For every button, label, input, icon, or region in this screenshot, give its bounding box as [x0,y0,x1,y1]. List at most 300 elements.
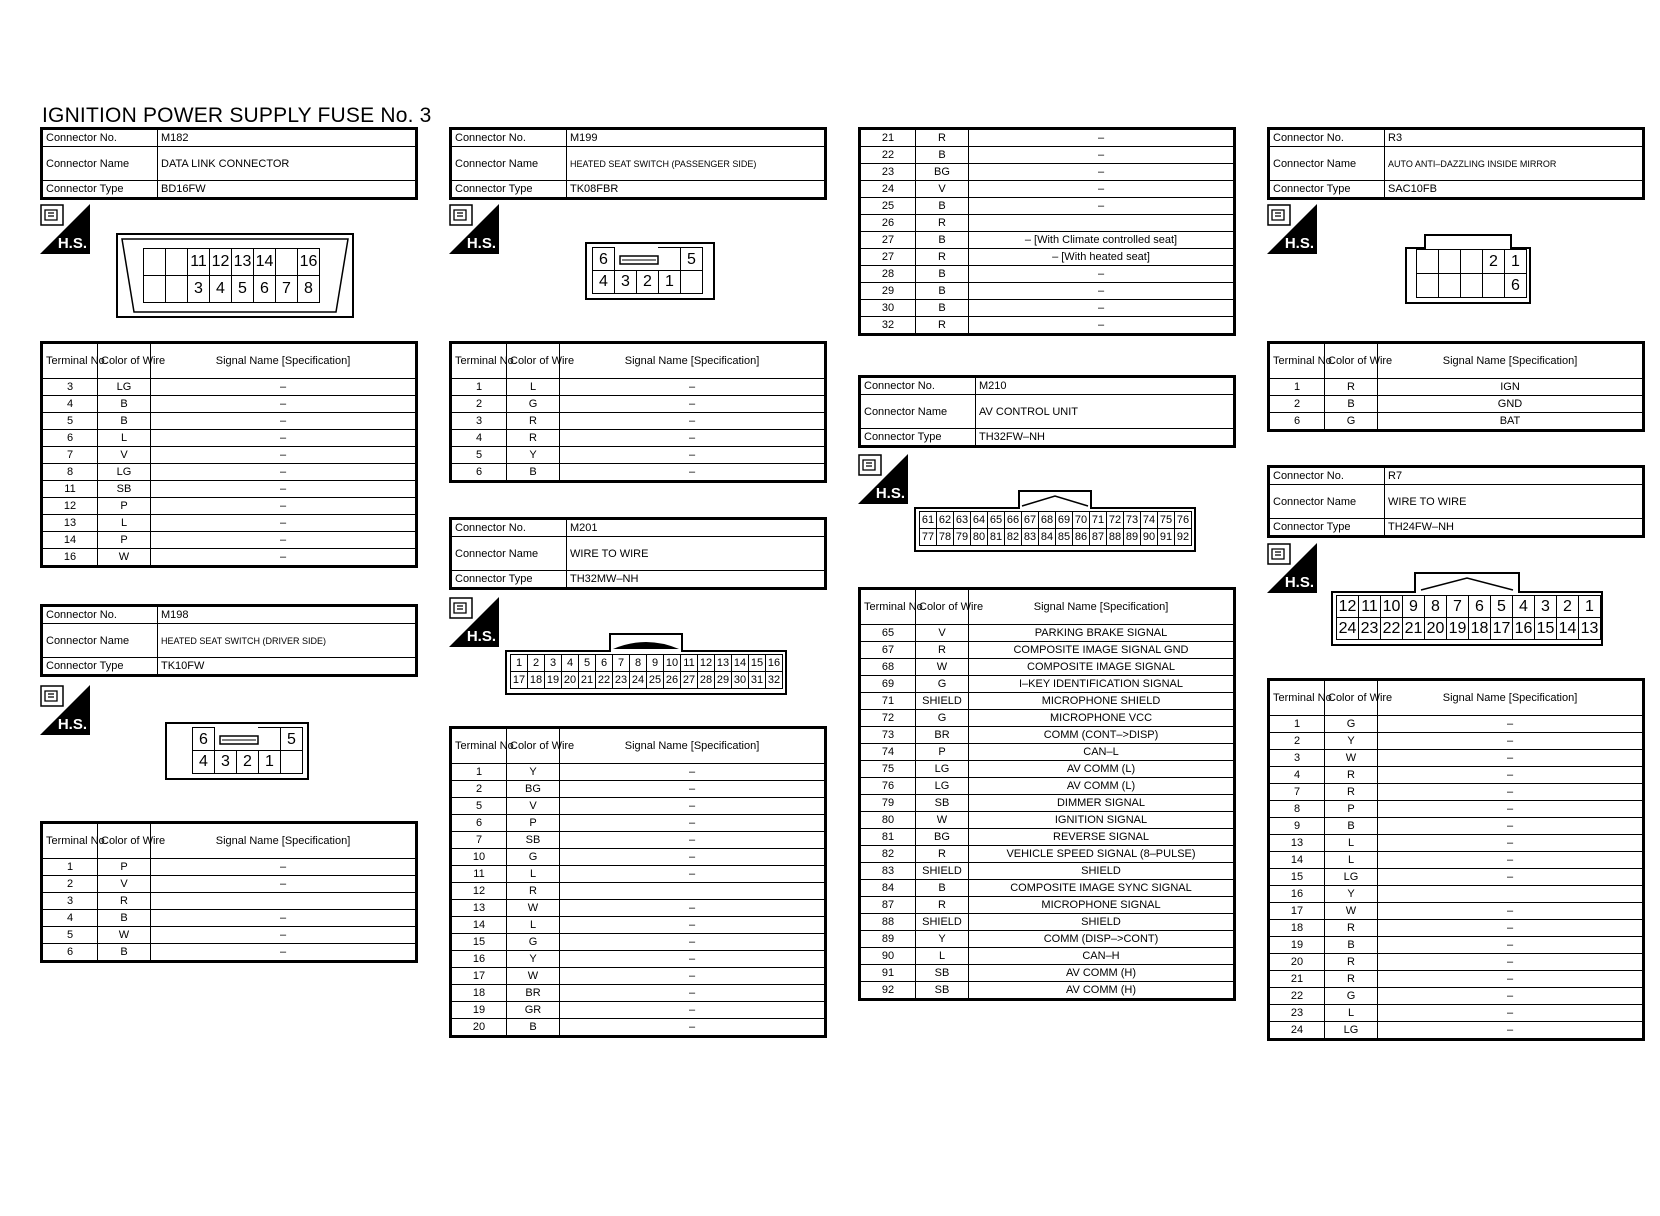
m210-terminal-table [858,587,1236,1001]
terminal-no-cell: 1 [451,764,507,781]
terminal-no-header: Terminal No. [451,728,507,764]
terminal-no-cell: 75 [860,761,916,778]
wire-color-cell: L [507,917,560,934]
connector-pin: 83 [1021,528,1039,546]
wire-color-cell: R [916,846,969,863]
connector-pin: 16 [297,248,320,276]
terminal-no-cell: 10 [451,849,507,866]
terminal-no-cell: 1 [1269,716,1325,733]
table-row [451,849,826,866]
m201-connector-face [505,633,787,695]
connector-pin: 68 [1038,511,1056,529]
connector-name-label: Connector Name [451,537,567,571]
wire-color-cell: G [507,849,560,866]
signal-name-cell: – [1378,818,1644,835]
connector-pin: 86 [1072,528,1090,546]
r3-pin-grid [1417,250,1527,298]
table-row [1269,971,1644,988]
harness-side-icon [449,597,499,647]
m198-pin-grid-bottom [193,751,303,774]
connector-pin: 9 [646,654,664,672]
table-row [451,985,826,1002]
terminal-no-header: Terminal No. [42,823,98,859]
signal-name-cell: – [1378,954,1644,971]
wire-color-cell: G [916,676,969,693]
wire-color-cell: L [1325,852,1378,869]
signal-name-cell: – [560,464,826,482]
signal-name-cell: – [560,815,826,832]
terminal-no-cell: 19 [451,1002,507,1019]
connector-pin: 81 [987,528,1005,546]
signal-name-cell: – [151,498,417,515]
color-of-wire-header: Color of Wire [1325,680,1378,716]
connector-no-value: M201 [567,519,826,537]
table-row [860,931,1235,948]
terminal-no-cell: 28 [860,266,916,283]
connector-pin: 11 [1358,595,1381,618]
terminal-no-cell: 92 [860,982,916,1000]
wire-color-cell: P [98,498,151,515]
wire-color-cell: B [507,464,560,482]
connector-pin: 66 [1004,511,1022,529]
signal-name-cell: – [560,413,826,430]
terminal-no-cell: 15 [451,934,507,951]
connector-no-label: Connector No. [42,129,158,147]
connector-pin: 4 [209,275,232,303]
wire-color-cell: SHIELD [916,914,969,931]
connector-pin: 88 [1106,528,1124,546]
signal-name-cell [969,215,1235,232]
signal-name-cell: – [560,1019,826,1037]
terminal-no-cell: 21 [1269,971,1325,988]
terminal-no-cell: 16 [42,549,98,567]
terminal-no-cell: 65 [860,625,916,642]
wire-color-cell: Y [1325,886,1378,903]
table-row [451,413,826,430]
connector-pin [1416,273,1439,298]
table-row [42,413,417,430]
signal-name-cell: – [151,379,417,396]
table-row [860,181,1235,198]
connector-pin [1438,273,1461,298]
wire-color-cell: G [1325,413,1378,431]
signal-name-cell: COMPOSITE IMAGE SIGNAL GND [969,642,1235,659]
table-row [860,727,1235,744]
wire-color-cell: W [507,900,560,917]
table-row [451,934,826,951]
terminal-no-cell: 11 [451,866,507,883]
wire-color-cell: W [916,812,969,829]
wire-color-cell: LG [916,761,969,778]
signal-name-cell: – [1378,869,1644,886]
terminal-no-cell: 6 [42,430,98,447]
table-row [860,829,1235,846]
terminal-no-cell: 2 [451,781,507,798]
connector-name-label: Connector Name [451,147,567,181]
connector-pin: 78 [936,528,954,546]
wire-color-cell: Y [507,951,560,968]
terminal-no-cell: 83 [860,863,916,880]
signal-name-cell: – [1378,1005,1644,1022]
wire-color-cell: R [1325,767,1378,784]
terminal-no-cell: 2 [451,396,507,413]
table-row [42,859,417,876]
terminal-no-cell: 72 [860,710,916,727]
connector-no-label: Connector No. [42,606,158,624]
connector-pin: 72 [1106,511,1124,529]
table-row [860,300,1235,317]
signal-name-cell: – [151,447,417,464]
terminal-no-cell: 4 [1269,767,1325,784]
signal-name-cell: – [1378,801,1644,818]
wire-color-cell: R [1325,379,1378,396]
harness-side-icon [858,454,908,504]
m199-pin-grid-bottom [593,271,703,294]
terminal-no-cell: 4 [42,396,98,413]
wire-color-cell: R [916,215,969,232]
terminal-no-cell: 14 [42,532,98,549]
connector-pin [1460,273,1483,298]
connector-pin: 20 [561,671,579,689]
connector-pin: 64 [970,511,988,529]
terminal-no-cell: 3 [42,379,98,396]
wire-color-cell: V [98,447,151,464]
wire-color-cell: Y [916,931,969,948]
wire-color-cell: R [916,642,969,659]
table-row [451,815,826,832]
table-row [451,900,826,917]
wire-color-cell: BG [507,781,560,798]
harness-side-icon [1267,543,1317,593]
r7-connector-info [1267,465,1645,538]
connector-name-value: WIRE TO WIRE [567,537,826,571]
table-row [860,965,1235,982]
wire-color-cell: B [98,910,151,927]
signal-name-cell: PARKING BRAKE SIGNAL [969,625,1235,642]
terminal-no-header: Terminal No. [42,343,98,379]
connector-pin: 7 [612,654,630,672]
wire-color-cell: LG [98,379,151,396]
connector-pin: 5 [231,275,254,303]
terminal-no-header: Terminal No. [451,343,507,379]
terminal-no-cell: 13 [451,900,507,917]
wire-color-cell: R [916,129,969,147]
table-row [1269,801,1644,818]
wire-color-cell: B [507,1019,560,1037]
terminal-no-cell: 5 [451,447,507,464]
connector-type-value: TH32MW–NH [567,571,826,589]
terminal-no-cell: 22 [1269,988,1325,1005]
connector-pin: 62 [936,511,954,529]
wire-color-cell: R [507,883,560,900]
signal-name-cell: – [151,532,417,549]
connector-pin [165,275,188,303]
connector-pin [1460,249,1483,274]
table-row [860,164,1235,181]
harness-side-icon [1267,204,1317,254]
connector-type-label: Connector Type [42,658,158,676]
signal-name-cell: CAN–H [969,948,1235,965]
signal-name-cell [1378,886,1644,903]
wire-color-cell: W [1325,750,1378,767]
signal-name-cell: SHIELD [969,863,1235,880]
terminal-no-cell: 7 [42,447,98,464]
connector-pin: 22 [595,671,613,689]
connector-type-value: SAC10FB [1385,181,1644,199]
connector-pin: 14 [253,248,276,276]
connector-pin: 91 [1157,528,1175,546]
terminal-no-cell: 19 [1269,937,1325,954]
signal-name-header: Signal Name [Specification] [151,823,417,859]
table-row [860,232,1235,249]
table-row [860,795,1235,812]
signal-name-cell [560,883,826,900]
connector-pin: 6 [595,654,613,672]
table-row [451,798,826,815]
terminal-no-cell: 22 [860,147,916,164]
connector-name-value: HEATED SEAT SWITCH (PASSENGER SIDE) [567,147,826,181]
table-row [860,642,1235,659]
table-row [1269,379,1644,396]
wire-color-cell: B [1325,937,1378,954]
connector-pin: 10 [1380,595,1403,618]
terminal-no-cell: 6 [451,464,507,482]
signal-name-cell: AV COMM (H) [969,982,1235,1000]
connector-no-label: Connector No. [451,129,567,147]
connector-pin: 17 [510,671,528,689]
signal-name-cell: – [151,464,417,481]
wire-color-cell: G [916,710,969,727]
signal-name-cell: AV COMM (L) [969,761,1235,778]
connector-pin: 2 [1556,595,1579,618]
wire-color-cell: BG [916,164,969,181]
connector-pin: 3 [214,750,237,774]
color-of-wire-header: Color of Wire [507,343,560,379]
table-row [451,379,826,396]
signal-name-cell: – [151,396,417,413]
table-row [451,430,826,447]
terminal-no-cell: 71 [860,693,916,710]
wire-color-cell: B [98,944,151,962]
connector-pin: 82 [1004,528,1022,546]
table-row [42,532,417,549]
signal-name-cell: COMPOSITE IMAGE SIGNAL [969,659,1235,676]
connector-pin: 11 [680,654,698,672]
signal-name-cell: REVERSE SIGNAL [969,829,1235,846]
table-row [42,379,417,396]
wire-color-cell: W [507,968,560,985]
connector-pin: 19 [544,671,562,689]
connector-pin: 16 [765,654,783,672]
terminal-no-cell: 15 [1269,869,1325,886]
color-of-wire-header: Color of Wire [916,589,969,625]
terminal-no-cell: 69 [860,676,916,693]
terminal-no-cell: 88 [860,914,916,931]
table-row [1269,869,1644,886]
wire-color-cell: SHIELD [916,863,969,880]
signal-name-cell: – [1378,988,1644,1005]
signal-name-cell: – [151,927,417,944]
connector-pin: 80 [970,528,988,546]
table-row [42,910,417,927]
connector-type-value: TH32FW–NH [976,429,1235,447]
connector-type-label: Connector Type [451,181,567,199]
connector-pin: 5 [680,247,703,272]
connector-pin: 30 [731,671,749,689]
wire-color-cell: BG [916,829,969,846]
signal-name-cell: – [151,430,417,447]
m210-pin-grid [920,512,1192,546]
wire-color-cell: B [916,198,969,215]
table-row [860,625,1235,642]
wire-color-cell: B [916,266,969,283]
signal-name-cell: – [560,985,826,1002]
connector-pin: 5 [280,727,303,752]
table-row [860,266,1235,283]
signal-name-cell: AV COMM (L) [969,778,1235,795]
terminal-no-cell: 7 [451,832,507,849]
terminal-no-cell: 3 [42,893,98,910]
connector-pin: 70 [1072,511,1090,529]
connector-pin: 90 [1140,528,1158,546]
m201-pin-grid [511,655,783,689]
wire-color-cell: B [916,300,969,317]
signal-name-header: Signal Name [Specification] [151,343,417,379]
terminal-no-cell: 2 [1269,396,1325,413]
terminal-no-cell: 3 [1269,750,1325,767]
wire-color-cell: R [1325,784,1378,801]
wire-color-cell: V [916,181,969,198]
color-of-wire-header: Color of Wire [98,823,151,859]
table-row [860,676,1235,693]
signal-name-cell: – [1378,767,1644,784]
connector-pin [275,248,298,276]
connector-no-value: M182 [158,129,417,147]
signal-name-cell: – [With Climate controlled seat] [969,232,1235,249]
connector-name-value: HEATED SEAT SWITCH (DRIVER SIDE) [158,624,417,658]
wire-color-cell: V [916,625,969,642]
connector-pin: 71 [1089,511,1107,529]
connector-pin: 3 [544,654,562,672]
wire-color-cell: R [916,317,969,335]
wire-color-cell: L [1325,835,1378,852]
terminal-no-cell: 81 [860,829,916,846]
wire-color-cell: LG [98,464,151,481]
r7-connector-face [1331,572,1603,646]
wire-color-cell: Y [1325,733,1378,750]
connector-name-label: Connector Name [42,624,158,658]
table-row [42,893,417,910]
connector-pin: 1 [658,270,681,294]
table-row [1269,767,1644,784]
connector-pin: 1 [1578,595,1601,618]
table-row [42,430,417,447]
wire-color-cell: W [1325,903,1378,920]
connector-pin: 14 [1556,617,1579,640]
connector-no-value: R7 [1385,467,1644,485]
hs-label: H.S. [466,235,496,252]
wire-color-cell: SB [98,481,151,498]
connector-type-value: BD16FW [158,181,417,199]
signal-name-cell: – [560,447,826,464]
table-row [451,1019,826,1037]
signal-name-cell: – [1378,903,1644,920]
terminal-no-cell: 6 [451,815,507,832]
m182-pin-grid [144,249,320,303]
color-of-wire-header: Color of Wire [1325,343,1378,379]
wire-color-cell: Y [507,764,560,781]
signal-name-cell: – [151,515,417,532]
terminal-no-cell: 20 [451,1019,507,1037]
table-row [451,464,826,482]
signal-name-cell: I–KEY IDENTIFICATION SIGNAL [969,676,1235,693]
connector-pin: 2 [236,750,259,774]
table-row [451,832,826,849]
connector-pin: 6 [1504,273,1527,298]
connector-pin: 28 [697,671,715,689]
terminal-no-header: Terminal No. [1269,680,1325,716]
terminal-no-cell: 80 [860,812,916,829]
signal-name-cell: – [560,396,826,413]
signal-name-cell: – [560,379,826,396]
signal-name-cell: – [969,147,1235,164]
signal-name-cell: – [560,934,826,951]
connector-pin [143,275,166,303]
m182-connector-face [116,233,354,318]
connector-pin: 8 [629,654,647,672]
wire-color-cell: L [1325,1005,1378,1022]
table-row [860,659,1235,676]
m201-connector-info [449,517,827,590]
wire-color-cell: SB [916,795,969,812]
table-row [451,917,826,934]
signal-name-cell: – [151,859,417,876]
signal-name-cell: SHIELD [969,914,1235,931]
m182-terminal-table [40,341,418,568]
connector-pin: 7 [275,275,298,303]
terminal-no-cell: 2 [1269,733,1325,750]
signal-name-cell: MICROPHONE SHIELD [969,693,1235,710]
connector-name-value: WIRE TO WIRE [1385,485,1644,519]
terminal-no-cell: 1 [42,859,98,876]
signal-name-cell: IGNITION SIGNAL [969,812,1235,829]
hs-label: H.S. [466,628,496,645]
wire-color-cell: G [507,396,560,413]
color-of-wire-header: Color of Wire [98,343,151,379]
connector-no-value: M199 [567,129,826,147]
connector-no-label: Connector No. [860,377,976,395]
terminal-no-cell: 14 [451,917,507,934]
table-row [1269,750,1644,767]
signal-name-cell: – [560,900,826,917]
connector-pin: 2 [527,654,545,672]
connector-pin: 8 [297,275,320,303]
connector-pin: 3 [1534,595,1557,618]
terminal-no-cell: 67 [860,642,916,659]
connector-pin: 27 [680,671,698,689]
table-row [42,944,417,962]
table-row [860,880,1235,897]
wire-color-cell: B [916,880,969,897]
connector-pin: 79 [953,528,971,546]
terminal-no-cell: 6 [1269,413,1325,431]
wire-color-cell: BR [507,985,560,1002]
connector-pin: 25 [646,671,664,689]
connector-pin: 32 [765,671,783,689]
connector-pin: 1 [1504,249,1527,274]
wire-color-cell: R [507,413,560,430]
connector-pin: 15 [748,654,766,672]
